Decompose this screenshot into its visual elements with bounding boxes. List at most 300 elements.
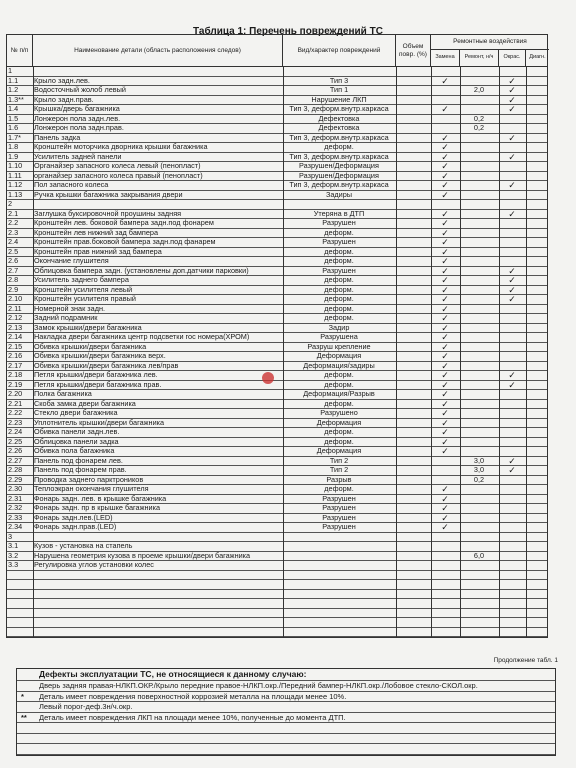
repair-hours bbox=[460, 419, 498, 428]
row-number: 2.27 bbox=[8, 456, 23, 465]
diag-mark bbox=[526, 371, 548, 380]
replace-mark: ✓ bbox=[441, 285, 449, 294]
part-name: Кронштейн прав.боковой бампера задн.под фанарем bbox=[34, 238, 216, 246]
part-name: Кронштейн лев. боковой бампера задн.под фонарем bbox=[34, 219, 214, 227]
table-row bbox=[7, 162, 547, 172]
paint-mark bbox=[499, 352, 525, 361]
damage-type: Тип 1 bbox=[329, 86, 349, 94]
row-number: 2 bbox=[8, 200, 13, 208]
damage-type: Разрушен bbox=[322, 504, 356, 512]
defect-line bbox=[17, 692, 555, 703]
row-number: 2.14 bbox=[8, 333, 23, 341]
table-row bbox=[7, 276, 547, 286]
part-name: Теплоэкран окончания глушителя bbox=[34, 485, 149, 493]
replace-mark bbox=[431, 124, 459, 133]
part-name: Регулировка углов установки колес bbox=[34, 561, 154, 569]
repair-hours bbox=[460, 67, 498, 76]
table-row bbox=[7, 96, 547, 106]
table-row bbox=[7, 618, 547, 628]
diag-mark bbox=[526, 200, 548, 209]
replace-mark: ✓ bbox=[441, 361, 449, 370]
repair-hours: 3,0 bbox=[473, 456, 485, 465]
damage-type: деформ. bbox=[324, 276, 354, 284]
replace-mark: ✓ bbox=[441, 209, 449, 218]
row-number: 2.5 bbox=[8, 247, 19, 256]
paint-mark bbox=[499, 504, 525, 513]
replace-mark: ✓ bbox=[441, 342, 449, 351]
part-name: Кронштейн моторчика дворника крышки багажника bbox=[34, 143, 208, 151]
part-name: Накладка двери багажника центр подсветки гос номера(ХРОМ) bbox=[34, 333, 250, 341]
table-row bbox=[7, 390, 547, 400]
paint-mark: ✓ bbox=[508, 295, 516, 304]
part-name: Облицовка панели задка bbox=[34, 437, 119, 446]
replace-mark: ✓ bbox=[441, 152, 449, 161]
repair-hours: 6,0 bbox=[473, 551, 485, 560]
row-number: 1.3** bbox=[8, 95, 24, 104]
part-name bbox=[34, 628, 282, 637]
paint-mark bbox=[499, 533, 525, 542]
replace-mark: ✓ bbox=[441, 247, 449, 256]
table-row bbox=[7, 257, 547, 267]
part-name: Петля крышки/двери багажника прав. bbox=[34, 380, 162, 389]
row-number: 3.3 bbox=[8, 561, 19, 569]
table-row bbox=[7, 286, 547, 296]
repair-hours bbox=[460, 153, 498, 162]
row-number bbox=[8, 580, 32, 589]
part-name: Облицовка бампера задн. (установлены доп.датчики парковки) bbox=[34, 266, 249, 275]
header-diag: Диагн. bbox=[529, 54, 546, 60]
paint-mark bbox=[499, 314, 525, 323]
defect-line bbox=[17, 681, 555, 692]
diag-mark bbox=[526, 580, 548, 589]
replace-mark: ✓ bbox=[441, 409, 449, 418]
table-row bbox=[7, 143, 547, 153]
table-row bbox=[7, 400, 547, 410]
replace-mark: ✓ bbox=[441, 523, 449, 532]
header-repair-group: Ремонтные воздействия bbox=[431, 35, 549, 50]
row-number: 2.24 bbox=[8, 428, 23, 436]
repair-hours bbox=[460, 172, 498, 181]
table-row bbox=[7, 305, 547, 315]
part-name: Уплотнитель крышки/двери багажника bbox=[34, 418, 165, 427]
diag-mark bbox=[526, 181, 548, 190]
part-name: Крыло задн.лев. bbox=[34, 76, 90, 85]
paint-mark bbox=[499, 343, 525, 352]
diag-mark bbox=[526, 495, 548, 504]
repair-hours bbox=[460, 276, 498, 285]
table-row bbox=[7, 428, 547, 438]
row-number: 2.12 bbox=[8, 314, 23, 322]
table-row bbox=[7, 200, 547, 210]
paint-mark bbox=[499, 438, 525, 447]
damage-type: деформ. bbox=[324, 380, 354, 389]
table-row bbox=[7, 504, 547, 514]
replace-mark: ✓ bbox=[441, 162, 449, 171]
paint-mark bbox=[499, 495, 525, 504]
repair-hours bbox=[460, 609, 498, 618]
diag-mark bbox=[526, 143, 548, 152]
replace-mark bbox=[431, 571, 459, 580]
repair-hours bbox=[460, 248, 498, 257]
header-type: Вид/характер повреждений bbox=[283, 35, 396, 66]
table-row bbox=[7, 495, 547, 505]
damage-type: деформ. bbox=[324, 485, 354, 493]
replace-mark bbox=[431, 200, 459, 209]
damage-type bbox=[283, 533, 395, 542]
row-number: 2.34 bbox=[8, 523, 23, 531]
document-title: Таблица 1: Перечень повреждений ТС bbox=[193, 26, 383, 37]
part-name: Обивка панели задн.лев. bbox=[34, 428, 120, 436]
diag-mark bbox=[526, 105, 548, 114]
repair-hours bbox=[460, 523, 498, 532]
diag-mark bbox=[526, 96, 548, 105]
replace-mark bbox=[431, 599, 459, 608]
replace-mark: ✓ bbox=[441, 295, 449, 304]
diag-mark bbox=[526, 504, 548, 513]
repair-hours bbox=[460, 580, 498, 589]
table-row bbox=[7, 172, 547, 182]
row-number: 1.4 bbox=[8, 105, 19, 113]
damage-type: Тип 3, деформ.внутр.каркаса bbox=[289, 181, 389, 189]
part-name: Стекло двери багажника bbox=[34, 409, 118, 417]
repair-hours: 3,0 bbox=[473, 466, 485, 474]
row-number: 3.2 bbox=[8, 551, 19, 560]
diag-mark bbox=[526, 134, 548, 143]
watermark-icon bbox=[262, 372, 274, 384]
damage-type: Тип 3, деформ.внутр.каркаса bbox=[289, 105, 389, 113]
part-name: органайзер запасного колеса правый (пенопласт) bbox=[34, 171, 203, 180]
table-row bbox=[7, 210, 547, 220]
row-number: 1.1 bbox=[8, 76, 19, 85]
table-row bbox=[7, 523, 547, 533]
row-number: 2.33 bbox=[8, 513, 23, 522]
damage-type bbox=[283, 618, 395, 627]
part-name: Кузов - установка на стапель bbox=[34, 542, 133, 550]
paint-mark bbox=[499, 542, 525, 551]
diag-mark bbox=[526, 390, 548, 399]
repair-hours bbox=[460, 134, 498, 143]
paint-mark bbox=[499, 599, 525, 608]
part-name: Усилитель задней панели bbox=[34, 152, 122, 161]
repair-hours bbox=[460, 229, 498, 238]
row-number: 2.19 bbox=[8, 380, 23, 389]
replace-mark: ✓ bbox=[441, 428, 449, 437]
diag-mark bbox=[526, 124, 548, 133]
replace-mark: ✓ bbox=[441, 143, 449, 152]
replace-mark: ✓ bbox=[441, 380, 449, 389]
part-name: Заглушка буксировочной проушины задняя bbox=[34, 209, 182, 218]
diag-mark bbox=[526, 381, 548, 390]
row-number: 2.20 bbox=[8, 390, 23, 398]
replace-mark: ✓ bbox=[441, 352, 449, 361]
damage-type: Разруш крепление bbox=[307, 342, 371, 351]
row-number: 2.22 bbox=[8, 409, 23, 417]
diag-mark bbox=[526, 457, 548, 466]
replace-mark: ✓ bbox=[441, 181, 449, 190]
replace-mark bbox=[431, 86, 459, 95]
table-row bbox=[7, 628, 547, 638]
table-row bbox=[7, 485, 547, 495]
diag-mark bbox=[526, 609, 548, 618]
repair-hours bbox=[460, 343, 498, 352]
paint-mark bbox=[499, 333, 525, 342]
row-number: 1.5 bbox=[8, 114, 19, 123]
part-name: Панель под фонарем прав. bbox=[34, 466, 127, 474]
diag-mark bbox=[526, 115, 548, 124]
table-row bbox=[7, 352, 547, 362]
replace-mark: ✓ bbox=[441, 257, 449, 266]
part-name: Полка багажника bbox=[34, 390, 92, 398]
paint-mark bbox=[499, 552, 525, 561]
diag-mark bbox=[526, 191, 548, 200]
diag-mark bbox=[526, 248, 548, 257]
table-row bbox=[7, 229, 547, 239]
damage-type: Разрушен bbox=[322, 219, 356, 227]
repair-hours bbox=[460, 485, 498, 494]
paint-mark bbox=[499, 571, 525, 580]
damage-type bbox=[283, 542, 395, 551]
damage-type: Деформация bbox=[316, 352, 362, 360]
table-row bbox=[7, 238, 547, 248]
damage-type: деформ. bbox=[324, 295, 354, 303]
damage-type: Тип 3 bbox=[329, 76, 349, 85]
replace-mark: ✓ bbox=[441, 371, 449, 380]
diag-mark bbox=[526, 67, 548, 76]
part-name bbox=[34, 590, 282, 599]
table-row bbox=[7, 447, 547, 457]
diag-mark bbox=[526, 542, 548, 551]
row-number: 1.8 bbox=[8, 143, 19, 151]
diag-mark bbox=[526, 172, 548, 181]
defect-line bbox=[17, 702, 555, 713]
part-name: Окончание глушителя bbox=[34, 257, 109, 265]
part-name: Петля крышки/двери багажника лев. bbox=[34, 371, 158, 379]
repair-hours bbox=[460, 210, 498, 219]
paint-mark bbox=[499, 628, 525, 637]
row-number bbox=[8, 599, 32, 608]
damage-type: Деформация bbox=[316, 418, 362, 427]
paint-mark: ✓ bbox=[508, 152, 516, 161]
repair-hours bbox=[460, 409, 498, 418]
damage-type: Разрыв bbox=[326, 475, 352, 484]
replace-mark: ✓ bbox=[441, 228, 449, 237]
row-number: 2.13 bbox=[8, 323, 23, 332]
part-name bbox=[34, 599, 282, 608]
table-row bbox=[7, 561, 547, 571]
paint-mark bbox=[499, 561, 525, 570]
part-name bbox=[34, 533, 282, 542]
paint-mark bbox=[499, 409, 525, 418]
part-name bbox=[34, 580, 282, 589]
diag-mark bbox=[526, 314, 548, 323]
damage-type bbox=[283, 609, 395, 618]
repair-hours bbox=[460, 447, 498, 456]
row-number: 1.2 bbox=[8, 86, 19, 94]
diag-mark bbox=[526, 485, 548, 494]
replace-mark bbox=[431, 590, 459, 599]
damage-type: Тип 3, деформ.внутр.каркаса bbox=[289, 133, 389, 142]
part-name: Кронштейн прав нижний зад бампера bbox=[34, 247, 162, 256]
paint-mark bbox=[499, 162, 525, 171]
part-name: Задний подрамник bbox=[34, 314, 98, 322]
row-number: 1.13 bbox=[8, 190, 23, 199]
part-name: Нарушена геометрия кузова в проеме крышки/двери багажника bbox=[34, 551, 251, 560]
part-name bbox=[34, 200, 282, 209]
row-number: 2.21 bbox=[8, 399, 23, 408]
damage-type: Разрушен bbox=[322, 513, 356, 522]
diag-mark bbox=[526, 447, 548, 456]
repair-hours bbox=[460, 191, 498, 200]
repair-hours bbox=[460, 143, 498, 152]
part-name: Обивка пола багажника bbox=[34, 447, 115, 455]
replace-mark: ✓ bbox=[441, 390, 449, 399]
repair-hours bbox=[460, 219, 498, 228]
damage-type: деформ. bbox=[324, 304, 354, 313]
damage-type bbox=[283, 599, 395, 608]
table-row bbox=[7, 181, 547, 191]
table-row bbox=[7, 115, 547, 125]
diag-mark bbox=[526, 162, 548, 171]
part-name: Панель задка bbox=[34, 133, 81, 142]
table-row bbox=[7, 552, 547, 562]
diag-mark bbox=[526, 343, 548, 352]
repair-hours bbox=[460, 362, 498, 371]
diag-mark bbox=[526, 419, 548, 428]
repair-hours bbox=[460, 381, 498, 390]
paint-mark bbox=[499, 447, 525, 456]
damage-type bbox=[283, 628, 395, 637]
paint-mark bbox=[499, 419, 525, 428]
replace-mark bbox=[431, 466, 459, 475]
table-row bbox=[7, 153, 547, 163]
part-name bbox=[34, 609, 282, 618]
diag-mark bbox=[526, 400, 548, 409]
damage-type: Дефектовка bbox=[318, 124, 360, 132]
header-repair: Ремонт, н/ч bbox=[460, 49, 499, 66]
table-row bbox=[7, 466, 547, 476]
diag-mark bbox=[526, 86, 548, 95]
paint-mark bbox=[499, 400, 525, 409]
replace-mark: ✓ bbox=[441, 494, 449, 503]
replace-mark: ✓ bbox=[441, 504, 449, 513]
paint-mark: ✓ bbox=[508, 276, 516, 285]
diag-mark bbox=[526, 267, 548, 276]
replace-mark: ✓ bbox=[441, 266, 449, 275]
damage-type: Разрушен bbox=[322, 238, 356, 246]
table-row bbox=[7, 67, 547, 77]
paint-mark: ✓ bbox=[508, 105, 516, 114]
row-number: 2.11 bbox=[8, 304, 22, 313]
damage-type: Разрушен bbox=[322, 523, 356, 531]
paint-mark: ✓ bbox=[508, 181, 516, 190]
damage-type: деформ. bbox=[324, 285, 354, 294]
part-name: Органайзер запасного колеса левый (пенопласт) bbox=[34, 162, 201, 170]
paint-mark bbox=[499, 124, 525, 133]
diag-mark bbox=[526, 533, 548, 542]
repair-hours bbox=[460, 238, 498, 247]
defect-text: Деталь имеет повреждения ЛКП на площади менее 10%, полученные до момента ДТП. bbox=[39, 712, 346, 722]
damage-type: Разрушен bbox=[322, 494, 356, 503]
repair-hours: 0,2 bbox=[473, 124, 485, 132]
paint-mark: ✓ bbox=[508, 76, 516, 85]
paint-mark: ✓ bbox=[508, 209, 516, 218]
paint-mark: ✓ bbox=[508, 466, 516, 475]
replace-mark bbox=[431, 618, 459, 627]
diag-mark bbox=[526, 428, 548, 437]
part-name: Номерной знак задн. bbox=[34, 304, 106, 313]
diag-mark bbox=[526, 286, 548, 295]
defect-text: Деталь имеет повреждения поверхностной коррозией металла на площади менее 10%. bbox=[39, 691, 347, 701]
diag-mark bbox=[526, 219, 548, 228]
replace-mark: ✓ bbox=[441, 171, 449, 180]
paint-mark bbox=[499, 390, 525, 399]
defects-box bbox=[16, 668, 556, 756]
replace-mark: ✓ bbox=[441, 304, 449, 313]
repair-hours bbox=[460, 533, 498, 542]
row-number: 2.18 bbox=[8, 371, 23, 379]
diag-mark bbox=[526, 362, 548, 371]
repair-hours bbox=[460, 200, 498, 209]
row-number bbox=[8, 628, 32, 637]
paint-mark bbox=[499, 590, 525, 599]
damage-type: деформ. bbox=[324, 314, 354, 322]
part-name: Кронштейн лев нижний зад бампера bbox=[34, 228, 159, 237]
damage-type: деформ. bbox=[324, 437, 354, 446]
row-number: 2.31 bbox=[8, 494, 23, 503]
replace-mark bbox=[431, 115, 459, 124]
diag-mark bbox=[526, 523, 548, 532]
damage-type bbox=[283, 590, 395, 599]
paint-mark bbox=[499, 609, 525, 618]
replace-mark bbox=[431, 561, 459, 570]
damage-type bbox=[283, 580, 395, 589]
diag-mark bbox=[526, 153, 548, 162]
damage-type: деформ. bbox=[324, 257, 354, 265]
table-row bbox=[7, 324, 547, 334]
table-row bbox=[7, 599, 547, 609]
repair-hours bbox=[460, 286, 498, 295]
repair-hours bbox=[460, 333, 498, 342]
replace-mark: ✓ bbox=[441, 190, 449, 199]
repair-hours bbox=[460, 571, 498, 580]
table-row bbox=[7, 333, 547, 343]
part-name: Крыло задн.прав. bbox=[34, 95, 94, 104]
row-number bbox=[8, 618, 32, 627]
damage-type: деформ. bbox=[324, 399, 354, 408]
paint-mark bbox=[499, 143, 525, 152]
repair-hours bbox=[460, 400, 498, 409]
table-row bbox=[7, 77, 547, 87]
diag-mark bbox=[526, 476, 548, 485]
diag-mark bbox=[526, 238, 548, 247]
diag-mark bbox=[526, 210, 548, 219]
repair-hours bbox=[460, 390, 498, 399]
table-body bbox=[7, 67, 547, 637]
replace-mark bbox=[431, 542, 459, 551]
row-number: 2.3 bbox=[8, 228, 19, 237]
repair-hours bbox=[460, 314, 498, 323]
row-number: 1 bbox=[8, 67, 13, 75]
repair-hours bbox=[460, 96, 498, 105]
diag-mark bbox=[526, 77, 548, 86]
paint-mark bbox=[499, 324, 525, 333]
part-name: Усилитель заднего бампера bbox=[34, 276, 129, 284]
part-name bbox=[34, 67, 282, 76]
header-paint: Окрас. bbox=[499, 49, 526, 66]
continuation-note: Продолжение табл. 1 bbox=[493, 657, 558, 664]
damage-type: Деформация/Разрыв bbox=[303, 390, 375, 398]
repair-hours bbox=[460, 324, 498, 333]
